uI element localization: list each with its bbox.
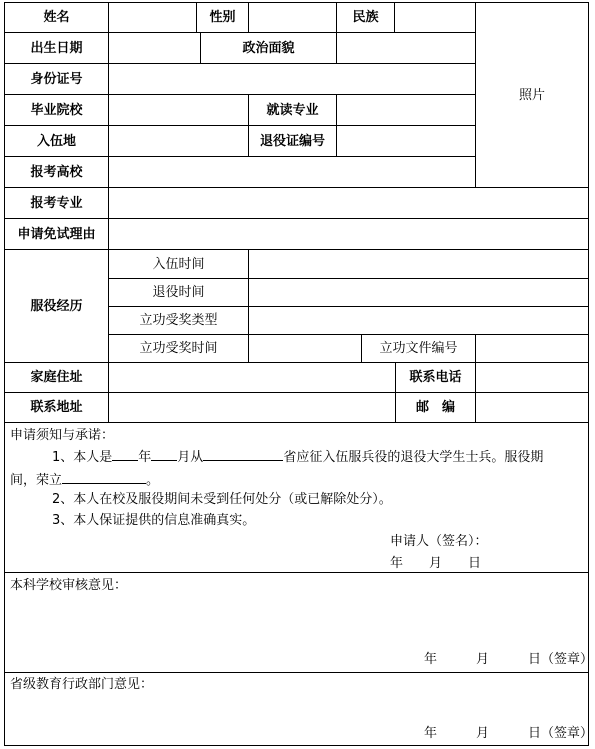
target-school-field[interactable] <box>109 157 475 187</box>
enlistment-place-label: 入伍地 <box>36 133 76 149</box>
pledge-item-1: 1、本人是 年 月从 省应征入伍服兵役的退役大学生士兵。服役期 <box>52 450 544 465</box>
school-review-date: 年 月 日（签章） <box>424 652 594 667</box>
exemption-reason-field[interactable] <box>109 219 588 249</box>
postcode-field[interactable] <box>476 393 588 422</box>
pledge-month-blank[interactable] <box>151 449 177 461</box>
name-field[interactable] <box>109 3 196 32</box>
major-studied-field[interactable] <box>337 95 475 125</box>
photo-box[interactable]: 照片 <box>518 87 545 103</box>
pledge-item-3: 3、本人保证提供的信息准确真实。 <box>52 513 256 528</box>
graduate-school-label: 毕业院校 <box>30 102 83 118</box>
phone-label: 联系电话 <box>409 370 462 385</box>
award-doc-no-label: 立功文件编号 <box>379 341 458 356</box>
pledge-award-blank[interactable] <box>62 472 146 484</box>
target-major-field[interactable] <box>109 188 588 218</box>
applicant-signature[interactable]: 申请人（签名）： <box>390 534 488 549</box>
mailing-address-label: 联系地址 <box>30 400 83 415</box>
pledge-item-2: 2、本人在校及服役期间未受到任何处分（或已解除处分）。 <box>52 492 392 507</box>
id-number-label: 身份证号 <box>30 71 83 87</box>
school-review-heading: 本科学校审核意见： <box>10 578 128 593</box>
target-school-label: 报考高校 <box>30 164 83 180</box>
pledge-year-blank[interactable] <box>112 449 138 461</box>
award-time-field[interactable] <box>249 335 361 362</box>
discharge-cert-field[interactable] <box>337 126 475 156</box>
political-status-label: 政治面貌 <box>242 40 295 56</box>
discharge-time-label: 退役时间 <box>152 285 205 300</box>
grid-line <box>4 745 589 746</box>
enlist-time-field[interactable] <box>249 250 588 278</box>
political-status-field[interactable] <box>337 33 475 63</box>
gender-field[interactable] <box>249 3 336 32</box>
service-experience-label: 服役经历 <box>30 298 83 314</box>
award-doc-no-field[interactable] <box>476 335 588 362</box>
id-number-field[interactable] <box>109 64 475 94</box>
discharge-cert-label: 退役证编号 <box>259 133 325 149</box>
ethnicity-field[interactable] <box>395 3 475 32</box>
ethnicity-label: 民族 <box>352 10 379 25</box>
province-review-date: 年 月 日（签章） <box>424 726 594 741</box>
pledge-province-blank[interactable] <box>203 449 283 461</box>
mailing-address-field[interactable] <box>109 393 395 422</box>
postcode-label: 邮 编 <box>415 400 455 415</box>
enlist-time-label: 入伍时间 <box>152 256 205 272</box>
home-address-label: 家庭住址 <box>30 370 83 385</box>
award-time-label: 立功受奖时间 <box>139 341 218 356</box>
award-type-label: 立功受奖类型 <box>139 313 218 328</box>
province-review-heading: 省级教育行政部门意见： <box>10 677 154 692</box>
gender-label: 性别 <box>209 10 236 25</box>
grid-line <box>4 572 589 573</box>
birth-date-field[interactable] <box>109 33 200 63</box>
target-major-label: 报考专业 <box>30 195 83 211</box>
pledge-item-1-cont: 间，荣立 。 <box>10 473 160 488</box>
home-address-field[interactable] <box>109 363 395 392</box>
major-studied-label: 就读专业 <box>266 102 319 118</box>
birth-date-label: 出生日期 <box>30 40 83 56</box>
grid-line <box>4 672 589 673</box>
name-label: 姓名 <box>43 10 70 25</box>
enlistment-place-field[interactable] <box>109 126 248 156</box>
pledge-heading: 申请须知与承诺： <box>10 428 115 443</box>
pledge-date: 年 月 日 <box>390 556 482 571</box>
exemption-reason-label: 申请免试理由 <box>17 226 96 242</box>
award-type-field[interactable] <box>249 307 588 334</box>
grid-line <box>588 2 589 746</box>
phone-field[interactable] <box>476 363 588 392</box>
graduate-school-field[interactable] <box>109 95 248 125</box>
discharge-time-field[interactable] <box>249 279 588 306</box>
grid-line <box>4 422 589 423</box>
